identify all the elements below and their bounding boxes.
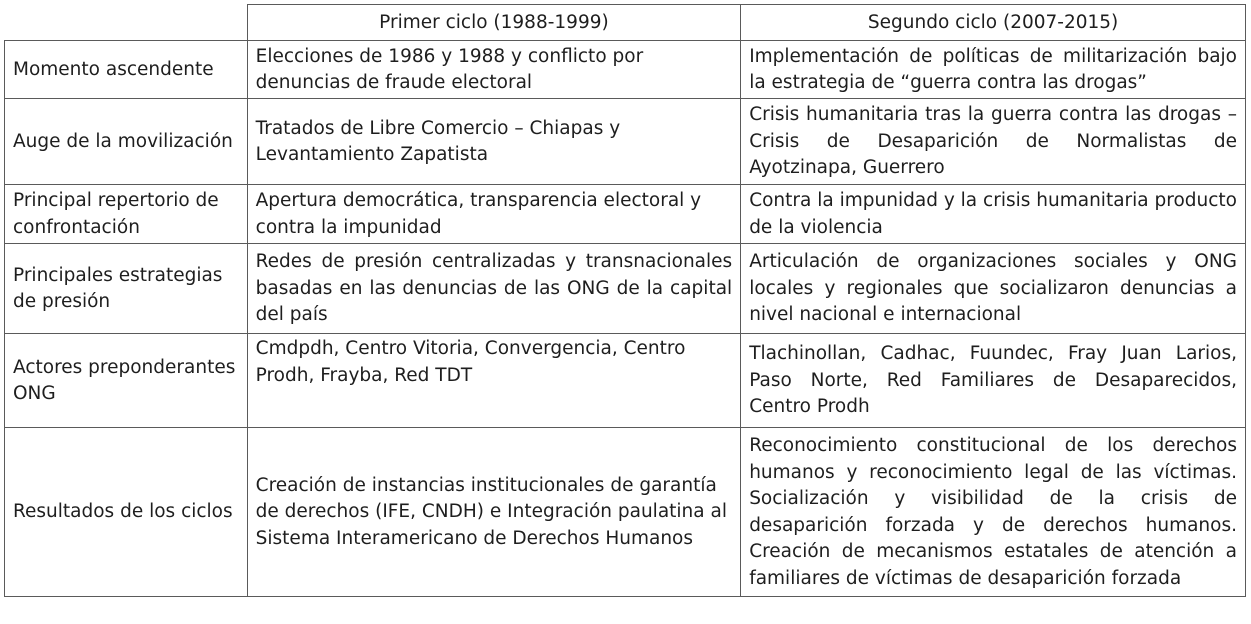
first-cycle-cell: Redes de presión centralizadas y transnacionales basadas en las denuncias de las ONG de la capital del país: [247, 244, 741, 334]
first-cycle-cell: Cmdpdh, Centro Vitoria, Convergencia, Centro Prodh, Frayba, Red TDT: [247, 334, 741, 428]
first-cycle-cell: Apertura democrática, transparencia electoral y contra la impunidad: [247, 185, 741, 244]
second-cycle-cell: Reconocimiento constitucional de los derechos humanos y reconocimiento legal de las víctimas. Socialización y visibilidad de la crisis de desaparición forzada y de derechos humanos. Creación de mecanismos estatales de atención a familiares de víctimas de desaparición forzada: [741, 428, 1246, 597]
table-row: [5, 334, 1246, 428]
first-cycle-cell: Creación de instancias institucionales de garantía de derechos (IFE, CNDH) e Integración paulatina al Sistema Interamericano de Derechos Humanos: [247, 428, 741, 597]
row-label: Auge de la movilización: [5, 99, 248, 185]
comparison-table: [4, 4, 1246, 597]
table-row: [5, 428, 1246, 597]
second-cycle-cell: Crisis humanitaria tras la guerra contra las drogas – Crisis de Desaparición de Normalistas de Ayotzinapa, Guerrero: [741, 99, 1246, 185]
row-label: Actores preponderantes ONG: [5, 334, 248, 428]
table-row: [5, 99, 1246, 185]
table-row: [5, 185, 1246, 244]
second-cycle-cell: Tlachinollan, Cadhac, Fuundec, Fray Juan Larios, Paso Norte, Red Familiares de Desaparecidos, Centro Prodh: [741, 334, 1246, 428]
second-cycle-cell: Implementación de políticas de militarización bajo la estrategia de “guerra contra las drogas”: [741, 41, 1246, 99]
header-empty-cell: [5, 5, 248, 41]
first-cycle-cell: Tratados de Libre Comercio – Chiapas y Levantamiento Zapatista: [247, 99, 741, 185]
first-cycle-cell: Elecciones de 1986 y 1988 y conflicto por denuncias de fraude electoral: [247, 41, 741, 99]
row-label: Principal repertorio de confrontación: [5, 185, 248, 244]
table-header-row: [5, 5, 1246, 41]
row-label: Momento ascendente: [5, 41, 248, 99]
second-cycle-cell: Articulación de organizaciones sociales y ONG locales y regionales que socializaron denuncias a nivel nacional e internacional: [741, 244, 1246, 334]
header-second-cycle: Segundo ciclo (2007-2015): [741, 5, 1246, 41]
row-label: Principales estrategias de presión: [5, 244, 248, 334]
table-row: [5, 41, 1246, 99]
header-first-cycle: Primer ciclo (1988-1999): [247, 5, 741, 41]
table-row: [5, 244, 1246, 334]
second-cycle-cell: Contra la impunidad y la crisis humanitaria producto de la violencia: [741, 185, 1246, 244]
row-label: Resultados de los ciclos: [5, 428, 248, 597]
